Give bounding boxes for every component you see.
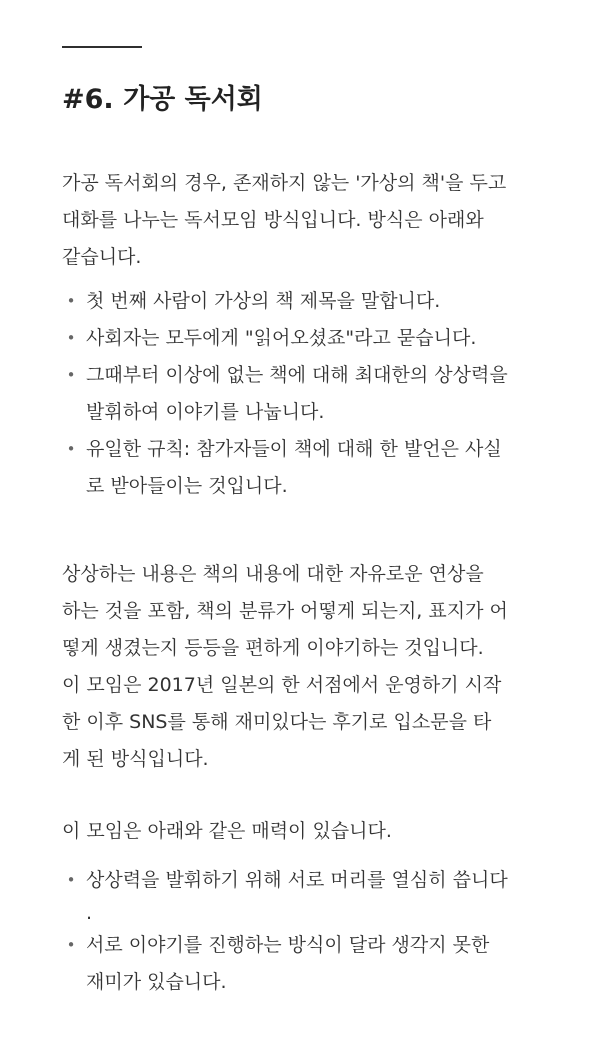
- list-item: [62, 862, 508, 927]
- bullet-icon: •: [66, 366, 76, 384]
- list-item-text: 그때부터 이상에 없는 책에 대해 최대한의 상상력을: [86, 364, 508, 386]
- section-divider: [62, 46, 142, 48]
- list-item-text: 첫 번째 사람이 가상의 책 제목을 말합니다.: [86, 290, 441, 312]
- charm-intro: [62, 813, 392, 850]
- list-item-text: 유일한 규칙: 참가자들이 책에 대해 한 발언은 사실: [86, 438, 502, 460]
- list-item-text: .: [86, 902, 93, 924]
- list-item-text: 서로 이야기를 진행하는 방식이 달라 생각지 못한: [86, 934, 490, 956]
- list-item-text: 재미가 있습니다.: [86, 971, 227, 993]
- list-item-text: 로 받아들이는 것입니다.: [86, 475, 288, 497]
- bullet-icon: •: [66, 936, 76, 954]
- intro-line: 대화를 나누는 독서모임 방식입니다. 방식은 아래와: [62, 209, 484, 231]
- bullet-icon: •: [66, 871, 76, 889]
- list-item: [62, 431, 508, 505]
- charm-intro-line: 이 모임은 아래와 같은 매력이 있습니다.: [62, 820, 392, 842]
- details-line: 이 모임은 2017년 일본의 한 서점에서 운영하기 시작: [62, 674, 502, 696]
- details-paragraph: [62, 556, 508, 778]
- bullet-icon: •: [66, 440, 76, 458]
- rules-list: [62, 283, 508, 505]
- list-item: [62, 283, 508, 320]
- list-item-text: 상상력을 발휘하기 위해 서로 머리를 열심히 씁니다: [86, 869, 508, 891]
- intro-paragraph: [62, 165, 506, 276]
- list-item-text: 발휘하여 이야기를 나눕니다.: [86, 401, 325, 423]
- details-line: 하는 것을 포함, 책의 분류가 어떻게 되는지, 표지가 어: [62, 600, 508, 622]
- list-item: [62, 927, 508, 1001]
- list-item: [62, 357, 508, 431]
- list-item: [62, 320, 508, 357]
- intro-line: 가공 독서회의 경우, 존재하지 않는 '가상의 책'을 두고: [62, 172, 507, 194]
- details-line: 떻게 생겼는지 등등을 편하게 이야기하는 것입니다.: [62, 637, 484, 659]
- bullet-icon: •: [66, 329, 76, 347]
- details-line: 게 된 방식입니다.: [62, 748, 209, 770]
- details-line: 한 이후 SNS를 통해 재미있다는 후기로 입소문을 타: [62, 711, 492, 733]
- charms-list: [62, 862, 508, 1001]
- details-line: 상상하는 내용은 책의 내용에 대한 자유로운 연상을: [62, 563, 484, 585]
- list-item-text: 사회자는 모두에게 "읽어오셨죠"라고 묻습니다.: [86, 327, 477, 349]
- section-title: #6. 가공 독서회: [62, 84, 263, 115]
- intro-line: 같습니다.: [62, 246, 142, 268]
- bullet-icon: •: [66, 292, 76, 310]
